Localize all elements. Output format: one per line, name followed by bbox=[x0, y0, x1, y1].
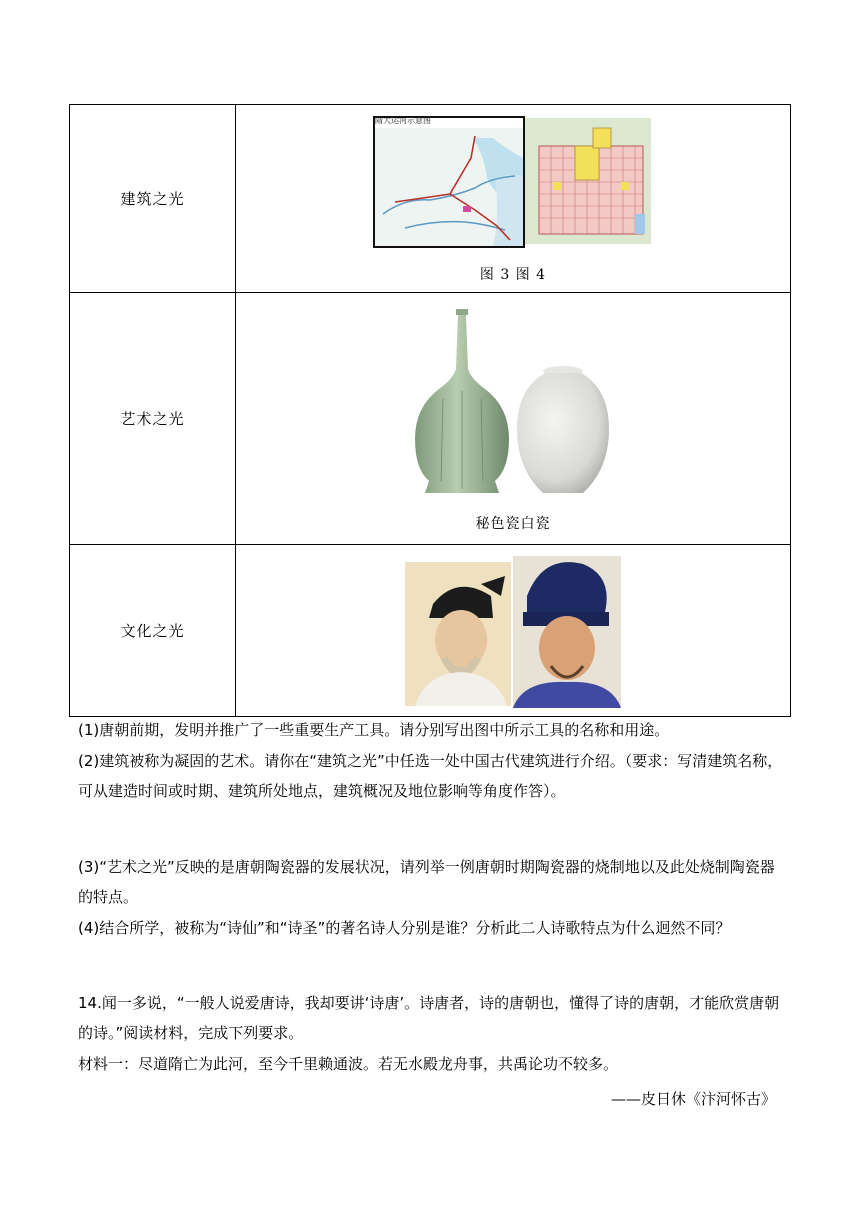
white-jar bbox=[517, 366, 609, 493]
grand-canal-map bbox=[373, 116, 525, 248]
architecture-figures-cell bbox=[236, 105, 791, 293]
material-1-attribution: ——皮日休《汴河怀古》 bbox=[610, 1090, 776, 1108]
question-1: (1)唐朝前期，发明并推广了一些重要生产工具。请分别写出图中所示工具的名称和用途。 bbox=[78, 721, 670, 739]
art-figures-cell bbox=[236, 293, 791, 545]
question-3: (3)“艺术之光”反映的是唐朝陶瓷器的发展状况，请列举一例唐朝时期陶瓷器的烧制地以及此处烧制陶瓷器的特点。 bbox=[78, 858, 775, 906]
grand-canal-map-title: 隋大运河示意图 bbox=[375, 115, 431, 125]
poet-portraits bbox=[405, 556, 621, 706]
table-row-culture bbox=[70, 545, 791, 717]
table-row-art bbox=[70, 293, 791, 545]
row-label-culture: 文化之光 bbox=[70, 545, 236, 717]
celadon-vase bbox=[415, 309, 509, 493]
architecture-figures bbox=[373, 116, 653, 252]
porcelain-figures bbox=[413, 309, 613, 499]
question-2: (2)建筑被称为凝固的艺术。请你在“建筑之光”中任选一处中国古代建筑进行介绍。（要求：写清建筑名称，可从建造时间或时期、建筑所处地点，建筑概况及地位影响等角度作答）。 bbox=[78, 752, 783, 800]
changan-city-plan bbox=[525, 118, 651, 244]
architecture-caption: 图 3 图 4 bbox=[479, 266, 547, 283]
changan-city-plan-graphic bbox=[525, 118, 651, 244]
grand-canal-map-graphic bbox=[375, 115, 523, 246]
culture-figures-cell bbox=[236, 545, 791, 717]
question-14: 14.闻一多说，“一般人说爱唐诗，我却要讲‘诗唐’。诗唐者，诗的唐朝也，懂得了诗的唐朝，才能欣赏唐朝的诗。”阅读材料，完成下列要求。 bbox=[78, 994, 780, 1042]
row-label-art: 艺术之光 bbox=[70, 293, 236, 545]
row-label-architecture: 建筑之光 bbox=[70, 105, 236, 293]
art-caption: 秘色瓷白瓷 bbox=[475, 515, 551, 532]
porcelain-graphic bbox=[413, 309, 613, 499]
material-1: 材料一：尽道隋亡为此河，至今千里赖通波。若无水殿龙舟事，共禹论功不较多。 bbox=[78, 1055, 619, 1073]
table-row-architecture bbox=[70, 105, 791, 293]
question-4: (4)结合所学，被称为“诗仙”和“诗圣”的著名诗人分别是谁？分析此二人诗歌特点为什么迥然不同？ bbox=[78, 919, 731, 937]
du-fu-portrait bbox=[513, 556, 621, 708]
exam-table bbox=[69, 104, 791, 717]
